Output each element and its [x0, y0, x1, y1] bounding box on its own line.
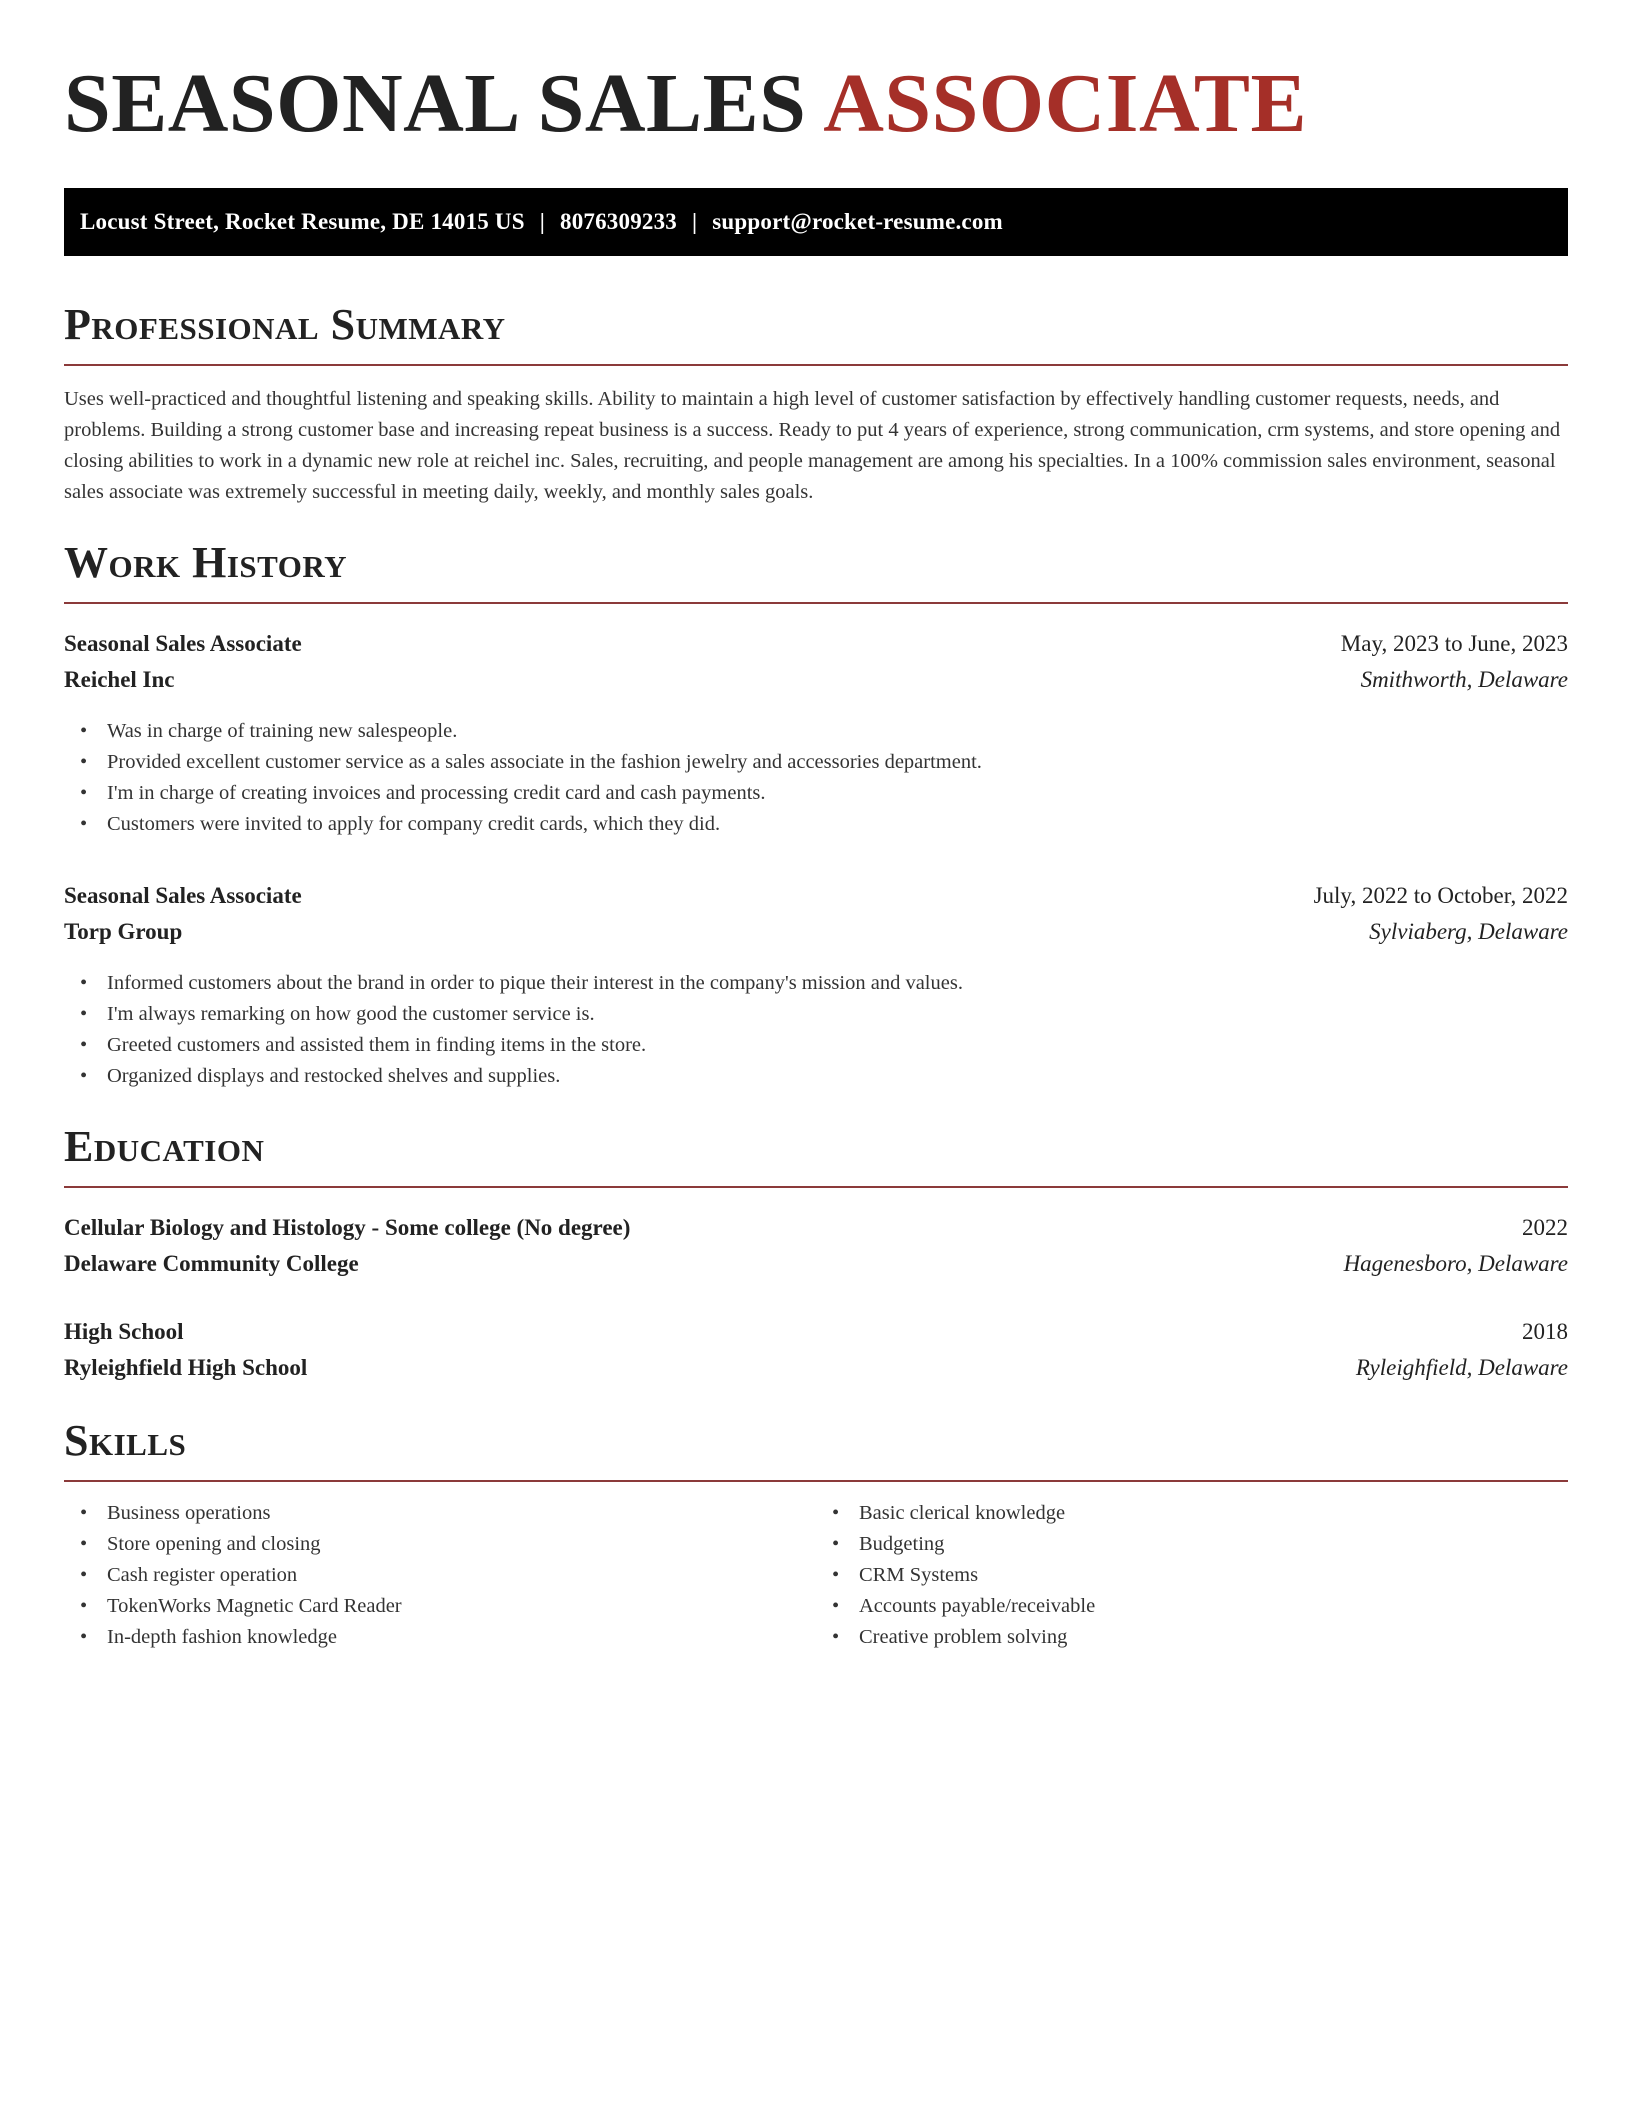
bullet-marker: •	[80, 720, 88, 742]
list-item	[80, 1061, 1568, 1092]
skills-column-left	[64, 1498, 816, 1653]
list-item	[80, 1529, 816, 1560]
education-entry	[64, 1314, 1568, 1386]
bullet-text: I'm in charge of creating invoices and processing credit card and cash payments.	[107, 782, 766, 804]
section-divider	[64, 602, 1568, 604]
skill-text: CRM Systems	[859, 1564, 979, 1586]
contact-phone: 8076309233	[560, 209, 677, 234]
list-item	[80, 1560, 816, 1591]
section-divider	[64, 1480, 1568, 1482]
name-first: SEASONAL SALES	[64, 57, 807, 150]
education-year: 2022	[1522, 1215, 1568, 1240]
education-degree: Cellular Biology and Histology - Some college (No degree)	[64, 1215, 631, 1240]
bullet-marker: •	[80, 782, 88, 804]
list-item	[80, 968, 1568, 999]
section-divider	[64, 1186, 1568, 1188]
bullet-marker: •	[80, 751, 88, 773]
contact-email: support@rocket-resume.com	[712, 209, 1003, 234]
job-company: Torp Group	[64, 919, 183, 944]
list-item	[80, 1591, 816, 1622]
bullet-marker: •	[80, 972, 88, 994]
contact-address: Locust Street, Rocket Resume, DE 14015 US	[80, 209, 525, 234]
education-school-row	[64, 1246, 1568, 1282]
summary-heading: Professional Summary	[64, 300, 506, 349]
bullet-marker: •	[832, 1502, 840, 1524]
skill-text: Cash register operation	[107, 1564, 298, 1586]
bullet-marker: •	[80, 1595, 88, 1617]
bullet-text: I'm always remarking on how good the customer service is.	[107, 1003, 595, 1025]
bullet-marker: •	[80, 813, 88, 835]
job-company: Reichel Inc	[64, 667, 175, 692]
job-dates: May, 2023 to June, 2023	[1340, 631, 1568, 656]
job-company-row	[64, 662, 1568, 698]
skill-text: In-depth fashion knowledge	[107, 1626, 337, 1648]
list-item	[80, 778, 1568, 809]
education-header-row	[64, 1210, 1568, 1246]
bullet-marker: •	[80, 1065, 88, 1087]
job-entry	[64, 626, 1568, 840]
education-school: Delaware Community College	[64, 1251, 359, 1276]
education-entry	[64, 1210, 1568, 1282]
skills-heading: Skills	[64, 1416, 187, 1465]
skill-text: Creative problem solving	[859, 1626, 1068, 1648]
list-item	[80, 1622, 816, 1653]
education-degree: High School	[64, 1319, 184, 1344]
bullet-marker: •	[832, 1533, 840, 1555]
bullet-text: Customers were invited to apply for company credit cards, which they did.	[107, 813, 721, 835]
bullet-text: Greeted customers and assisted them in finding items in the store.	[107, 1034, 647, 1056]
bullet-marker: •	[80, 1626, 88, 1648]
contact-separator: |	[692, 209, 698, 234]
skill-text: TokenWorks Magnetic Card Reader	[107, 1595, 402, 1617]
list-item	[80, 809, 1568, 840]
skill-text: Budgeting	[859, 1533, 945, 1555]
list-item	[80, 716, 1568, 747]
bullet-marker: •	[80, 1564, 88, 1586]
resume-name	[64, 58, 1568, 150]
skill-text: Basic clerical knowledge	[859, 1502, 1066, 1524]
list-item	[832, 1622, 1568, 1653]
bullet-text: Was in charge of training new salespeople.	[107, 720, 458, 742]
education-header-row	[64, 1314, 1568, 1350]
bullet-marker: •	[80, 1502, 88, 1524]
bullet-text: Organized displays and restocked shelves and supplies.	[107, 1065, 561, 1087]
contact-bar	[64, 188, 1568, 256]
job-header-row	[64, 626, 1568, 662]
skill-text: Business operations	[107, 1502, 271, 1524]
job-entry	[64, 878, 1568, 1092]
job-location: Smithworth, Delaware	[1360, 667, 1568, 692]
list-item	[832, 1529, 1568, 1560]
section-divider	[64, 364, 1568, 366]
education-location: Hagenesboro, Delaware	[1343, 1251, 1568, 1276]
bullet-marker: •	[832, 1595, 840, 1617]
list-item	[832, 1560, 1568, 1591]
work-history-heading: Work History	[64, 538, 348, 587]
education-school-row	[64, 1350, 1568, 1386]
bullet-marker: •	[832, 1626, 840, 1648]
skills-grid	[64, 1498, 1568, 1653]
job-location: Sylviaberg, Delaware	[1369, 919, 1568, 944]
bullet-text: Informed customers about the brand in order to pique their interest in the company's mission and values.	[107, 972, 963, 994]
skill-text: Store opening and closing	[107, 1533, 321, 1555]
list-item	[80, 999, 1568, 1030]
list-item	[80, 1498, 816, 1529]
education-location: Ryleighfield, Delaware	[1355, 1355, 1568, 1380]
bullet-text: Provided excellent customer service as a sales associate in the fashion jewelry and accessories department.	[107, 751, 982, 773]
job-bullets	[64, 968, 1568, 1092]
bullet-marker: •	[80, 1003, 88, 1025]
job-company-row	[64, 914, 1568, 950]
job-role: Seasonal Sales Associate	[64, 631, 302, 656]
list-item	[832, 1498, 1568, 1529]
job-dates: July, 2022 to October, 2022	[1313, 883, 1568, 908]
summary-text: Uses well-practiced and thoughtful listening and speaking skills. Ability to maintain a high level of customer satisfaction by effectively handling customer requests, needs, and problems. Building a strong customer base and increasing repeat business is a success. Ready to put 4 years of experience, strong communication, crm systems, and store opening and closing abilities to work in a dynamic new role at reichel inc. Sales, recruiting, and people management are among his specialties. In a 100% commission sales environment, seasonal sales associate was extremely successful in meeting daily, weekly, and monthly sales goals.	[64, 388, 1561, 503]
list-item	[832, 1591, 1568, 1622]
contact-separator: |	[539, 209, 545, 234]
list-item	[80, 1030, 1568, 1061]
education-heading: Education	[64, 1122, 265, 1171]
name-last: ASSOCIATE	[823, 57, 1307, 150]
education-year: 2018	[1522, 1319, 1568, 1344]
skills-column-right	[816, 1498, 1568, 1653]
skill-text: Accounts payable/receivable	[859, 1595, 1096, 1617]
job-role: Seasonal Sales Associate	[64, 883, 302, 908]
job-header-row	[64, 878, 1568, 914]
bullet-marker: •	[832, 1564, 840, 1586]
education-school: Ryleighfield High School	[64, 1355, 308, 1380]
list-item	[80, 747, 1568, 778]
job-bullets	[64, 716, 1568, 840]
bullet-marker: •	[80, 1533, 88, 1555]
bullet-marker: •	[80, 1034, 88, 1056]
